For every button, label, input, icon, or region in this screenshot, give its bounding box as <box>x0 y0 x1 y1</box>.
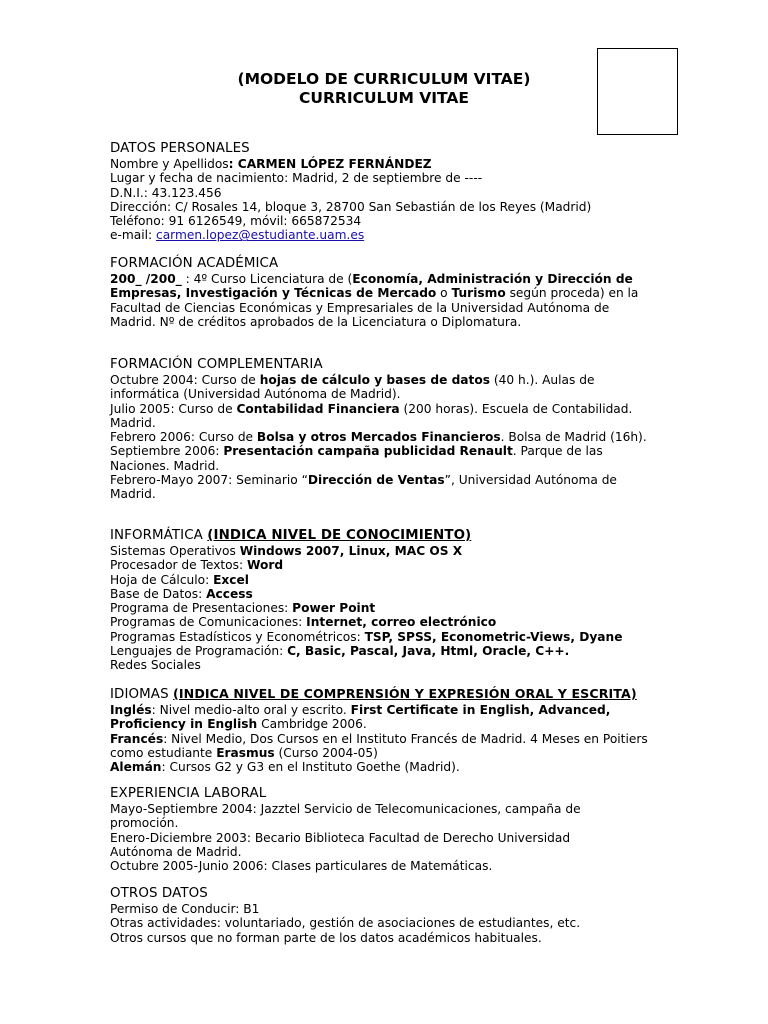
informatica-item <box>110 630 670 644</box>
nombre-value: CARMEN LÓPEZ FERNÁNDEZ <box>237 157 432 171</box>
item-post: (40 h.). Aulas de informática (Universidad Autónoma de Madrid). <box>110 373 595 402</box>
item-bold: Presentación campaña publicidad Renault <box>223 444 513 459</box>
informatica-item <box>110 658 670 672</box>
title-line-1: (MODELO DE CURRICULUM VITAE) <box>237 70 531 88</box>
otros-item: Otros cursos que no forman parte de los datos académicos habituales. <box>110 930 542 945</box>
experiencia-item: Mayo-Septiembre 2004: Jazztel Servicio de Telecomunicaciones, campaña de promoción. <box>110 802 581 831</box>
item-label: Programas Estadísticos y Econométricos: <box>110 629 365 644</box>
section-heading <box>110 528 670 544</box>
idioma-aleman <box>110 760 650 774</box>
section-informatica <box>110 528 670 673</box>
item-value: Access <box>206 586 253 601</box>
item-post: . Bolsa de Madrid (16h). <box>500 430 647 445</box>
section-heading: FORMACIÓN COMPLEMENTARIA <box>110 357 323 372</box>
item-pre: Febrero-Mayo 2007: Seminario “ <box>110 473 308 488</box>
section-heading: OTROS DATOS <box>110 886 208 901</box>
item-post: (200 horas). Escuela de Contabilidad. Madrid. <box>110 401 633 430</box>
section-idiomas <box>110 686 650 774</box>
idioma-label: Inglés <box>110 703 152 717</box>
item-pre: Julio 2005: Curso de <box>110 401 237 416</box>
idioma-ingles <box>110 703 650 732</box>
complementaria-item <box>110 373 650 402</box>
section-experiencia-laboral <box>110 786 620 873</box>
otros-item: Permiso de Conducir: B1 <box>110 902 260 916</box>
item-pre: Septiembre 2006: <box>110 444 224 459</box>
item-pre: Octubre 2004: Curso de <box>110 373 260 387</box>
experiencia-item: Octubre 2005-Junio 2006: Clases particulares de Matemáticas. <box>110 859 493 874</box>
academica-paragraph <box>110 272 658 329</box>
nacimiento-line: Lugar y fecha de nacimiento: Madrid, 2 de septiembre de ---- <box>110 171 483 186</box>
academica-years: 200_ /200_ <box>110 272 182 286</box>
complementaria-item <box>110 444 650 473</box>
telefono-line: Teléfono: 91 6126549, móvil: 665872534 <box>110 214 362 229</box>
informatica-item <box>110 601 670 615</box>
item-value: Windows 2007, Linux, MAC OS X <box>239 544 463 558</box>
complementaria-item <box>110 430 650 444</box>
item-pre: Febrero 2006: Curso de <box>110 430 257 445</box>
informatica-item <box>110 644 670 658</box>
item-bold: hojas de cálculo y bases de datos <box>259 373 490 387</box>
otros-item: Otras actividades: voluntariado, gestión de asociaciones de estudiantes, etc. <box>110 916 581 931</box>
item-label: Programa de Presentaciones: <box>110 601 293 616</box>
academica-text-b: o <box>436 286 452 301</box>
item-value: TSP, SPSS, Econometric-Views, Dyane <box>364 629 623 644</box>
direccion-line: Dirección: C/ Rosales 14, bloque 3, 28700 San Sebastián de los Reyes (Madrid) <box>110 199 592 214</box>
academica-text-c: según proceda) en la Facultad de Ciencias Económicas y Empresariales de la Universidad Autónoma de Madrid. Nº de créditos aprobados de la Licenciatura o Diplomatura. <box>110 286 639 329</box>
heading-text: INFORMÁTICA <box>110 528 208 543</box>
section-heading: DATOS PERSONALES <box>110 141 250 156</box>
item-post: ”, Universidad Autónoma de Madrid. <box>110 473 617 502</box>
item-label: Redes Sociales <box>110 658 201 673</box>
section-formacion-academica <box>110 256 658 329</box>
idioma-text: Cambridge 2006. <box>257 717 367 732</box>
academica-degrees: Economía, Administración y Dirección de Empresas, Investigación y Técnicas de Mercado <box>110 272 633 301</box>
informatica-item <box>110 573 670 587</box>
idioma-text: : Nivel medio-alto oral y escrito. <box>151 703 351 717</box>
idioma-text: (Curso 2004-05) <box>274 745 378 760</box>
informatica-item <box>110 558 670 572</box>
item-bold: Dirección de Ventas <box>307 473 445 488</box>
informatica-item <box>110 587 670 601</box>
item-value: C, Basic, Pascal, Java, Html, Oracle, C++. <box>287 644 570 659</box>
item-label: Hoja de Cálculo: <box>110 572 214 587</box>
item-label: Procesador de Textos: <box>110 558 247 573</box>
item-value: Word <box>246 558 284 573</box>
academica-turismo: Turismo <box>451 286 506 301</box>
idioma-cert: First Certificate in English, Advanced, Proficiency in English <box>110 703 611 732</box>
item-label: Programas de Comunicaciones: <box>110 615 307 630</box>
complementaria-item <box>110 402 650 431</box>
complementaria-item <box>110 473 650 502</box>
email-line <box>110 228 670 242</box>
experiencia-item: Enero-Diciembre 2003: Becario Biblioteca Facultad de Derecho Universidad Autónoma de Madrid. <box>110 830 571 859</box>
item-bold: Bolsa y otros Mercados Financieros <box>256 430 501 445</box>
idioma-text: : Cursos G2 y G3 en el Instituto Goethe (Madrid). <box>161 760 460 775</box>
section-heading: EXPERIENCIA LABORAL <box>110 786 267 801</box>
item-value: Internet, correo electrónico <box>306 615 497 630</box>
nombre-line <box>110 157 670 171</box>
nombre-sep: : <box>228 157 238 171</box>
document-title <box>110 70 658 108</box>
title-line-2: CURRICULUM VITAE <box>298 89 469 107</box>
academica-text-a: : 4º Curso Licenciatura de ( <box>181 272 353 286</box>
item-label: Sistemas Operativos <box>110 544 240 558</box>
email-link[interactable]: carmen.lopez@estudiante.uam.es <box>156 228 365 243</box>
heading-note: (INDICA NIVEL DE COMPRENSIÓN Y EXPRESIÓN ORAL Y ESCRITA) <box>173 686 637 701</box>
informatica-item <box>110 615 670 629</box>
heading-note: (INDICA NIVEL DE CONOCIMIENTO) <box>207 528 472 543</box>
item-value: Power Point <box>292 601 376 616</box>
section-otros-datos <box>110 886 670 945</box>
email-label: e-mail: <box>110 228 156 243</box>
idioma-label: Francés <box>110 731 164 746</box>
informatica-item <box>110 544 670 558</box>
section-formacion-complementaria <box>110 357 650 502</box>
nombre-label: Nombre y Apellidos <box>110 157 229 171</box>
section-heading: FORMACIÓN ACADÉMICA <box>110 256 279 271</box>
idioma-text: : Nivel Medio, Dos Cursos en el Instituto Francés de Madrid. 4 Meses en Poitiers como estudiante <box>110 731 648 760</box>
dni-line: D.N.I.: 43.123.456 <box>110 185 222 200</box>
idioma-erasmus: Erasmus <box>216 745 275 760</box>
item-post: . Parque de las Naciones. Madrid. <box>110 444 603 473</box>
idioma-label: Alemán <box>110 760 162 775</box>
item-value: Excel <box>213 572 249 587</box>
item-label: Base de Datos: <box>110 586 207 601</box>
idioma-frances <box>110 732 650 761</box>
item-bold: Contabilidad Financiera <box>236 401 400 416</box>
section-datos-personales <box>110 141 670 243</box>
heading-text: IDIOMAS <box>110 687 174 702</box>
section-heading <box>110 686 650 703</box>
item-label: Lenguajes de Programación: <box>110 644 288 659</box>
